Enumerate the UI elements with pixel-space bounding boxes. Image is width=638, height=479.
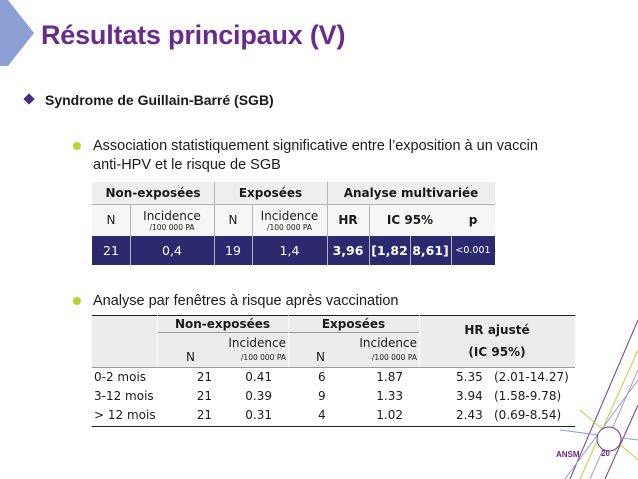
t2-row-n-unexposed: 21 bbox=[196, 389, 212, 403]
t2-row-inc-exposed: 1.02 bbox=[376, 408, 403, 422]
sub-bullet-association-line2: anti-HPV et le risque de SGB bbox=[93, 157, 281, 173]
t1-divider bbox=[369, 204, 370, 265]
t2-header-hr-line2: (IC 95%) bbox=[468, 345, 526, 359]
t1-header-exposed: Exposées bbox=[214, 182, 327, 204]
t2-row-inc-unexposed: 0.39 bbox=[245, 389, 272, 403]
t1-inc-unexposed: 0,4 bbox=[130, 236, 214, 265]
t1-p-label: p bbox=[451, 204, 495, 236]
t2-row-ci: (1.58-9.78) bbox=[494, 389, 562, 403]
t1-n-unexposed: 21 bbox=[92, 236, 130, 265]
t2-row-n-exposed: 6 bbox=[318, 370, 326, 384]
t1-header-multivariate: Analyse multivariée bbox=[327, 182, 495, 204]
sub-bullet-risk-windows bbox=[93, 292, 398, 311]
t1-divider bbox=[130, 204, 131, 265]
association-table bbox=[92, 182, 495, 265]
t1-divider bbox=[214, 182, 215, 265]
t2-header-rule bbox=[92, 367, 575, 368]
t2-row-n-unexposed: 21 bbox=[196, 370, 212, 384]
t2-n-exposed-label: N bbox=[316, 350, 325, 364]
t2-incidence-unexposed-unit: /100 000 PA bbox=[240, 353, 286, 362]
t2-bottom-rule bbox=[92, 426, 575, 427]
t2-incidence-unexposed-label: Incidence bbox=[228, 336, 286, 350]
page-title: Résultats principaux (V) bbox=[41, 20, 346, 50]
t2-top-rule bbox=[92, 315, 575, 316]
t2-row-inc-unexposed: 0.41 bbox=[245, 370, 272, 384]
t2-row-period: 3-12 mois bbox=[94, 389, 154, 403]
t2-header-exposed: Exposées bbox=[321, 317, 386, 331]
t2-incidence-exposed-label: Incidence bbox=[359, 336, 417, 350]
t2-header-unexposed: Non-exposées bbox=[174, 317, 271, 331]
t1-n-unexposed-label: N bbox=[92, 204, 130, 236]
sub-bullet-association bbox=[93, 137, 538, 175]
t2-incidence-exposed-unit: /100 000 PA bbox=[371, 353, 417, 362]
t1-divider bbox=[410, 236, 411, 265]
t1-n-exposed-label: N bbox=[214, 204, 252, 236]
risk-window-table bbox=[92, 315, 575, 427]
t2-row-ci: (0.69-8.54) bbox=[494, 408, 562, 422]
t1-incidence-unexposed-label bbox=[130, 204, 214, 236]
t2-row-hr: 5.35 bbox=[456, 370, 483, 384]
t1-ic-low: [1,82 bbox=[369, 236, 410, 265]
t1-ic-label: IC 95% bbox=[369, 204, 451, 236]
t1-header-unexposed: Non-exposées bbox=[92, 182, 214, 204]
green-dot-icon bbox=[73, 142, 81, 150]
t2-row-n-unexposed: 21 bbox=[196, 408, 212, 422]
t2-row-ci: (2.01-14.27) bbox=[494, 370, 569, 384]
t1-divider bbox=[252, 204, 253, 265]
t2-row-hr: 2.43 bbox=[456, 408, 483, 422]
sub-bullet-risk-windows-text: Analyse par fenêtres à risque après vaccination bbox=[93, 293, 399, 309]
corner-decoration bbox=[0, 0, 40, 70]
t2-header-hr-line1: HR ajusté bbox=[464, 323, 530, 337]
t1-divider bbox=[92, 204, 495, 205]
t1-incidence-exposed-label bbox=[252, 204, 327, 236]
t2-row-period: > 12 mois bbox=[94, 408, 156, 422]
t1-incidence-text: Incidence bbox=[143, 208, 201, 223]
t2-n-unexposed-label: N bbox=[186, 350, 195, 364]
t1-divider bbox=[451, 236, 452, 265]
t1-ic-high: 8,61] bbox=[410, 236, 451, 265]
t1-incidence-unit: /100 000 PA bbox=[266, 222, 313, 232]
t2-row-n-exposed: 4 bbox=[318, 408, 326, 422]
t2-row-hr: 3.94 bbox=[456, 389, 483, 403]
footer-org: ANSM bbox=[556, 450, 580, 459]
bullet-sgb bbox=[45, 92, 274, 108]
diamond-bullet-icon bbox=[23, 93, 34, 104]
green-dot-icon bbox=[73, 297, 81, 305]
t1-divider bbox=[327, 182, 328, 265]
t2-row-inc-unexposed: 0.31 bbox=[245, 408, 272, 422]
t1-incidence-unit: /100 000 PA bbox=[149, 222, 195, 232]
t2-row-inc-exposed: 1.87 bbox=[376, 370, 403, 384]
t2-row-n-exposed: 9 bbox=[318, 389, 326, 403]
t1-incidence-text: Incidence bbox=[260, 208, 319, 223]
t1-p-value: <0.001 bbox=[451, 236, 495, 265]
t1-hr-label: HR bbox=[327, 204, 369, 236]
sub-bullet-association-line1: Association statistiquement significative entre l’exposition à un vaccin bbox=[93, 138, 538, 154]
t1-n-exposed: 19 bbox=[214, 236, 252, 265]
t1-inc-exposed: 1,4 bbox=[252, 236, 327, 265]
t2-row-period: 0-2 mois bbox=[94, 370, 147, 384]
page-number: 20 bbox=[601, 449, 610, 458]
t1-hr-value: 3,96 bbox=[327, 236, 369, 265]
bullet-sgb-text: Syndrome de Guillain-Barré (SGB) bbox=[45, 92, 274, 108]
t2-row-inc-exposed: 1.33 bbox=[376, 389, 403, 403]
